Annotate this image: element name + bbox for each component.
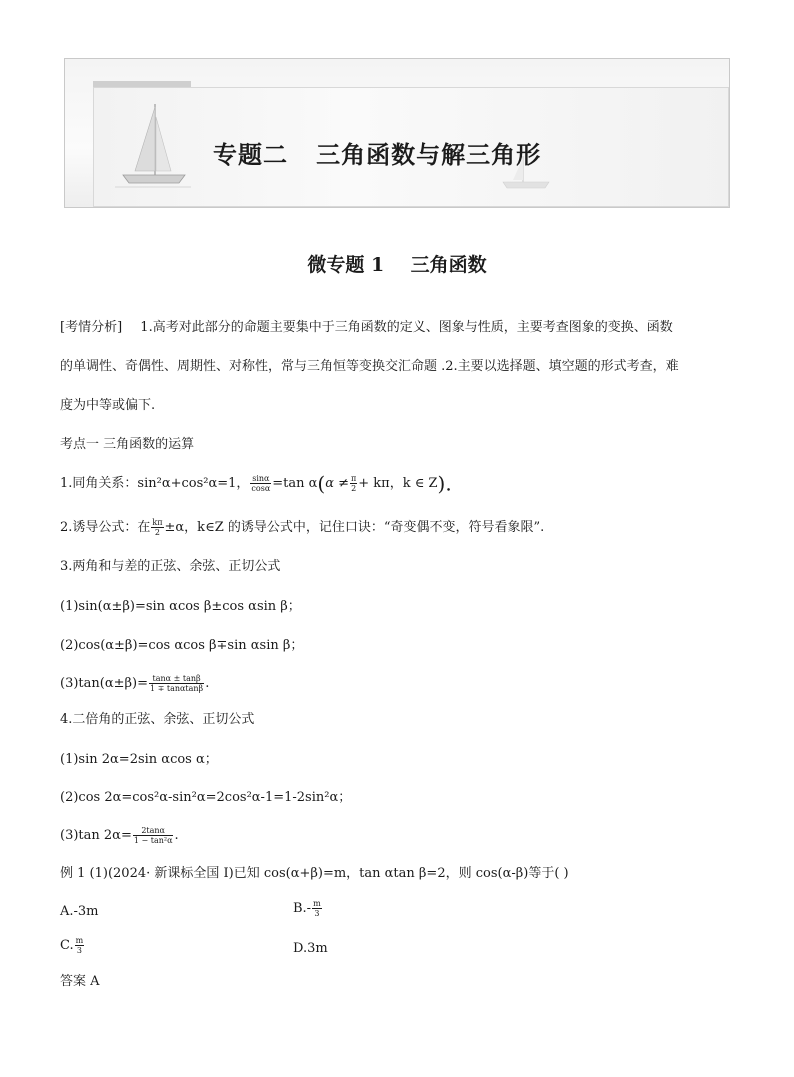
fraction-sin-over-cos: $\frac{\sin\alpha}{\cos\alpha}$	[251, 474, 271, 493]
option-b: B.- $\frac{m}{3}$	[293, 899, 321, 918]
identity-same-angle: 1.同角关系：sin²α+cos²α=1， $\frac{\sin\alpha}{\cos\alpha}$ =tan α(α ≠ $\frac{\pi}{2}$ + kπ，k ∈ Z).	[60, 471, 452, 496]
sailboat-left-illustration	[105, 99, 195, 194]
analysis-label: [考情分析]	[60, 320, 123, 335]
fraction-pi-over-2: $\frac{\pi}{2}$	[351, 474, 357, 493]
option-a: A.-3m	[60, 904, 99, 919]
chapter-banner	[64, 58, 730, 208]
double-angle-heading: 4.二倍角的正弦、余弦、正切公式	[60, 712, 255, 727]
chapter-title: 专题二 三角函数与解三角形	[213, 141, 542, 169]
answer: 答案 A	[60, 974, 100, 989]
formula-sin-sum: (1)sin(α±β)=sin αcos β±cos αsin β；	[60, 599, 301, 614]
option-d: D.3m	[293, 941, 328, 956]
formula-cos-sum: (2)cos(α±β)=cos αcos β∓sin αsin β；	[60, 638, 304, 653]
fraction-tan-double: $\frac{2\tan\alpha}{\text{1 − tan²α}}$	[133, 826, 173, 845]
sum-difference-heading: 3.两角和与差的正弦、余弦、正切公式	[60, 559, 281, 574]
example-question: 例 1 (1)(2024· 新课标全国 Ⅰ)已知 cos(α+β)=m，tan αtan β=2，则 cos(α-β)等于( )	[60, 866, 569, 881]
fraction-tan-sum: $\frac{\tan\alpha \pm \tan\beta}{1 \mp \tan\alpha\tan\beta}$	[150, 674, 204, 693]
option-c: C. $\frac{m}{3}$	[60, 936, 84, 955]
kaodian-heading: 考点一 三角函数的运算	[60, 437, 195, 452]
analysis-text-1: 1.高考对此部分的命题主要集中于三角函数的定义、图象与性质，主要考查图象的变换、函数	[140, 320, 673, 335]
fraction-option-c: $\frac{m}{3}$	[75, 936, 84, 955]
analysis-line-1	[60, 319, 673, 337]
formula-tan-sum: (3)tan(α±β)= $\frac{\tan\alpha \pm \tan\beta}{1 \mp \tan\alpha\tan\beta}$ .	[60, 674, 210, 693]
fraction-option-b: $\frac{m}{3}$	[313, 899, 321, 918]
fraction-kpi-over-2: $\frac{k\pi}{2}$	[152, 518, 163, 537]
identity-text: 1.同角关系：sin²α+cos²α=1，	[60, 476, 250, 491]
analysis-line-3: 度为中等或偏下.	[60, 398, 156, 413]
section-title: 微专题 1 三角函数	[307, 254, 487, 276]
formula-sin-double: (1)sin 2α=2sin αcos α；	[60, 752, 218, 767]
formula-cos-double: (2)cos 2α=cos²α-sin²α=2cos²α-1=1-2sin²α；	[60, 790, 352, 805]
formula-tan-double: (3)tan 2α= $\frac{2\tan\alpha}{\text{1 − tan²α}}$ .	[60, 826, 179, 845]
analysis-line-2: 的单调性、奇偶性、周期性、对称性，常与三角恒等变换交汇命题 .2.主要以选择题、填空题的形式考查，难	[60, 359, 679, 374]
induction-formula: 2.诱导公式：在 $\frac{k\pi}{2}$ ±α，k∈Z 的诱导公式中，记住口诀：“奇变偶不变，符号看象限”.	[60, 518, 545, 537]
